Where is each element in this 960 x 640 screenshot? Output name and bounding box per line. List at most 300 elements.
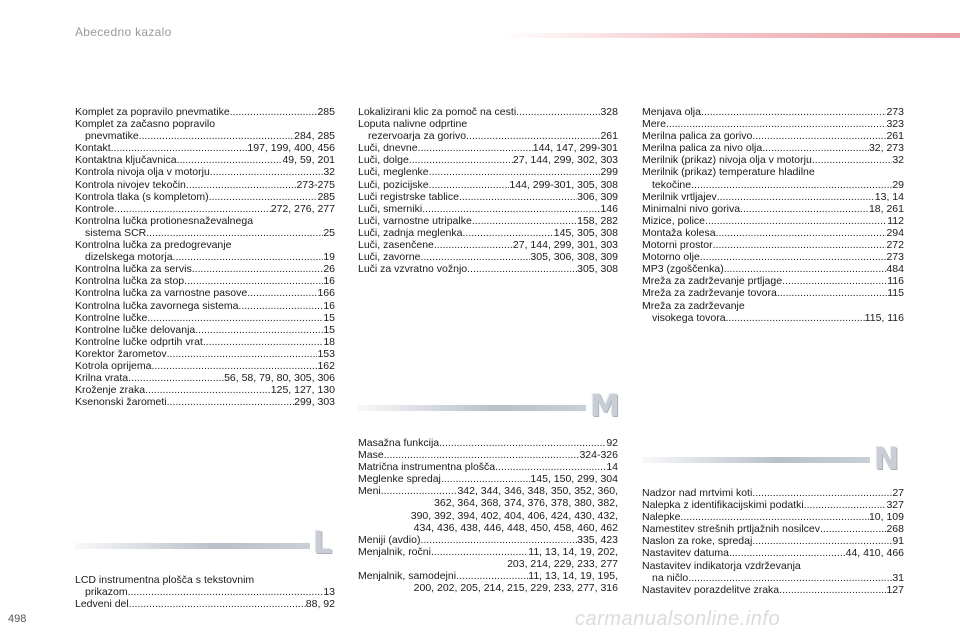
index-term: Lokalizirani klic za pomoč na cesti (358, 106, 517, 118)
watermark: carmanualsonline.info (575, 608, 781, 630)
index-entry (642, 584, 904, 596)
index-entry (358, 239, 618, 251)
index-term: Mase (358, 449, 384, 462)
page-reference: 273-275 (296, 178, 335, 191)
index-entry (75, 263, 335, 275)
index-term: Ledveni del (75, 598, 129, 611)
index-entry-term (358, 118, 618, 130)
leader-dots (495, 461, 606, 473)
index-term-continued: na ničlo (652, 571, 689, 584)
page-reference: 327 (886, 499, 904, 512)
page-reference: 10, 109 (868, 511, 904, 524)
index-term: Merilna palica za nivo olja (642, 142, 763, 155)
index-term: Nastavitev indikatorja vzdrževanja (642, 559, 801, 572)
page-number: 498 (8, 613, 27, 625)
page-reference: 16 (323, 299, 335, 312)
page-reference: 162 (317, 359, 335, 372)
index-entry-line (358, 191, 618, 203)
leader-dots (167, 348, 318, 360)
leader-dots (230, 106, 318, 118)
index-entry-line (358, 130, 618, 142)
index-entry-line (75, 372, 335, 384)
index-entry-line (358, 461, 618, 473)
page-reference: 13, 14 (874, 190, 904, 203)
index-entry-line (75, 179, 335, 191)
page-reference: 285 (317, 190, 335, 203)
page-reference: 285 (317, 106, 335, 118)
page-reference: 88, 92 (305, 598, 335, 611)
page-reference: 328 (600, 106, 618, 118)
index-entry (75, 275, 335, 287)
index-entry-term (75, 239, 335, 251)
index-entry (642, 560, 904, 584)
leader-dots (429, 166, 601, 178)
index-entry-line (75, 106, 335, 118)
page-reference: 166 (317, 287, 335, 300)
page-reference: 306, 309 (577, 190, 618, 203)
leader-dots (167, 396, 295, 408)
page-reference-continued: 434, 436, 438, 446, 448, 450, 458, 460, 462 (413, 521, 618, 534)
index-entry-term (642, 300, 904, 312)
index-term: Masažna funkcija (358, 437, 440, 449)
index-term: Luči, meglenke (358, 166, 429, 179)
page-reference: 145, 150, 299, 304 (530, 473, 618, 486)
leader-dots (812, 154, 893, 166)
index-entry-line (642, 239, 904, 251)
leader-dots (147, 312, 323, 324)
leader-dots (177, 154, 283, 166)
leader-dots (184, 275, 323, 287)
index-section-l (75, 574, 335, 610)
leader-dots (713, 239, 887, 251)
index-entry-line (358, 106, 618, 118)
index-term: Meglenke spredaj (358, 473, 441, 486)
index-entry (75, 287, 335, 299)
page-reference: 273 (886, 106, 904, 118)
index-entry (75, 166, 335, 178)
index-entry-line (642, 118, 904, 130)
page-reference-continued: 203, 214, 229, 233, 277 (507, 557, 618, 570)
index-entry-line (75, 275, 335, 287)
page-reference: 305, 308 (577, 263, 618, 276)
index-entry-line (642, 191, 904, 203)
index-entry-line (358, 570, 618, 582)
index-term: Mreža za zadrževanje (642, 299, 745, 312)
index-entry (642, 203, 904, 215)
page-reference: 115 (887, 287, 904, 300)
page-reference: 44, 410, 466 (845, 547, 904, 560)
leader-dots (129, 598, 306, 610)
index-term-continued: dizelskega motorja (85, 251, 173, 264)
page-reference: 15 (323, 311, 335, 324)
page-reference: 112 (887, 214, 904, 227)
index-entry (75, 324, 335, 336)
section-letter-l: L (313, 526, 333, 561)
leader-dots (700, 251, 887, 263)
leader-dots (779, 584, 886, 596)
leader-dots (173, 251, 324, 263)
page-reference: 14 (606, 461, 618, 474)
index-term-continued: pnevmatike (85, 130, 139, 143)
index-entry (358, 142, 618, 154)
index-term: MP3 (zgoščenka) (642, 263, 724, 276)
index-entry (75, 372, 335, 384)
leader-dots (462, 227, 553, 239)
page-reference: 299, 303 (294, 396, 335, 409)
page-reference: 342, 344, 346, 348, 350, 352, 360, (457, 485, 618, 498)
index-term-continued: prikazom (85, 586, 128, 599)
index-entry (642, 106, 904, 118)
leader-dots (466, 130, 600, 142)
index-entry-line (642, 215, 904, 227)
leader-dots (409, 154, 513, 166)
index-entry-term (75, 215, 335, 227)
index-entry (358, 485, 618, 533)
leader-dots (472, 215, 577, 227)
index-entry (75, 106, 335, 118)
leader-dots (456, 570, 528, 582)
index-entry-line (642, 523, 904, 535)
index-entry-line (75, 287, 335, 299)
index-term: LCD instrumentna plošča s tekstovnim (75, 574, 255, 586)
index-entry (642, 487, 904, 499)
index-entry-line (642, 572, 904, 584)
leader-dots (209, 191, 318, 203)
leader-dots (128, 586, 324, 598)
leader-dots (418, 142, 533, 154)
page-reference: 272 (886, 239, 904, 252)
index-term: Mere (642, 118, 666, 131)
page-reference: 305, 306, 308, 309 (530, 251, 618, 264)
index-term: Kontaktna ključavnica (75, 154, 177, 167)
index-entry (642, 523, 904, 535)
index-entry (642, 118, 904, 130)
index-entry (642, 130, 904, 142)
index-term: Motorni prostor (642, 239, 713, 252)
index-term-continued: visokega tovora (652, 311, 726, 324)
index-term: Luči, smerniki (358, 202, 423, 215)
page-reference: 18 (323, 335, 335, 348)
index-entry-line (642, 547, 904, 559)
page-reference: 284, 285 (294, 130, 335, 143)
leader-dots (238, 300, 323, 312)
leader-dots (145, 384, 271, 396)
index-entry-line (642, 499, 904, 511)
index-term: Merilnik vrtljajev (642, 190, 717, 203)
index-entry-line (358, 437, 618, 449)
index-entry (358, 215, 618, 227)
index-term: Minimalni nivo goriva (642, 202, 741, 215)
index-term-continued: sistema SCR (85, 226, 147, 239)
index-entry (642, 263, 904, 275)
index-entry-line (642, 251, 904, 263)
index-entry (358, 106, 618, 118)
index-term-continued: rezervoarja za gorivo (368, 130, 467, 143)
index-term: Kontrolna lučka za varnostne pasove (75, 287, 248, 300)
index-entry-line (358, 449, 618, 461)
index-entry-term (75, 574, 335, 586)
page-reference: 144, 147, 299-301 (532, 142, 618, 155)
leader-dots (726, 312, 865, 324)
index-entry (358, 154, 618, 166)
page-reference: 294 (886, 226, 904, 239)
index-entry-line (642, 511, 904, 523)
index-term: Komplet za začasno popravilo (75, 118, 216, 131)
index-entry-line (358, 215, 618, 227)
index-term: Mreža za zadrževanje prtljage (642, 275, 783, 288)
index-entry (75, 239, 335, 263)
index-term: Ksenonski žarometi (75, 396, 167, 409)
index-entry (358, 546, 618, 570)
index-term: Luči registrske tablice (358, 190, 459, 203)
index-entry-line (358, 251, 618, 263)
index-entry (75, 191, 335, 203)
index-entry-line (75, 251, 335, 263)
leader-dots (820, 523, 886, 535)
index-term: Kontrolne lučke delovanja (75, 323, 196, 336)
page-title: Abecedno kazalo (75, 25, 172, 39)
index-entry (358, 251, 618, 263)
index-entry (642, 251, 904, 263)
index-entry-line (75, 384, 335, 396)
index-term: Luči, dnevne (358, 142, 418, 155)
index-entry (75, 574, 335, 598)
page-reference: 335, 423 (577, 533, 618, 546)
index-term: Luči, zadnja meglenka (358, 226, 463, 239)
index-term: Kontrolne lučke odprtih vrat (75, 335, 203, 348)
index-term: Nalepka z identifikacijskimi podatki (642, 499, 804, 512)
index-term: Kotrola oprijema (75, 359, 152, 372)
page-reference: 29 (892, 178, 904, 191)
page-reference-continued: 200, 202, 205, 214, 215, 229, 233, 277, 316 (413, 582, 618, 595)
page-reference: 273 (886, 251, 904, 264)
index-entry (358, 191, 618, 203)
index-entry (642, 239, 904, 251)
page-reference: 127 (886, 583, 904, 596)
index-entry-line (358, 203, 618, 215)
leader-dots (701, 106, 887, 118)
index-entry-line (642, 287, 904, 299)
index-term: Mreža za zadrževanje tovora (642, 287, 777, 300)
index-term: Kontrolne lučke (75, 311, 148, 324)
leader-dots (420, 251, 530, 263)
index-term: Mizice, police (642, 214, 706, 227)
leader-dots (186, 179, 297, 191)
index-entry-line (75, 336, 335, 348)
index-entry-term (75, 118, 335, 130)
page-reference: 115, 116 (864, 311, 904, 324)
page-reference: 268 (886, 523, 904, 536)
page-reference: 19 (323, 251, 335, 264)
index-term: Loputa nalivne odprtine (358, 118, 468, 131)
leader-dots (681, 511, 869, 523)
leader-dots (752, 487, 892, 499)
index-term: Menjava olja (642, 106, 701, 118)
index-entry (642, 300, 904, 324)
leader-dots (151, 360, 317, 372)
index-entry-line (75, 142, 335, 154)
page-reference: 324-326 (579, 449, 618, 462)
index-entry-line (358, 142, 618, 154)
leader-dots (439, 437, 606, 449)
leader-dots (420, 534, 577, 546)
index-term: Nastavitev porazdelitve zraka (642, 583, 780, 596)
index-entry-line (75, 598, 335, 610)
index-entry-line (642, 179, 904, 191)
page-reference: 272, 276, 277 (270, 202, 335, 215)
page-reference: 116 (887, 275, 904, 288)
page-reference: 146 (600, 202, 618, 215)
index-entry-line (642, 203, 904, 215)
page-reference-continued: 362, 364, 368, 374, 376, 378, 380, 382, (434, 497, 618, 510)
index-term: Krilna vrata (75, 372, 129, 385)
index-column-k (75, 106, 335, 408)
index-entry (75, 336, 335, 348)
page-reference: 27 (892, 487, 904, 499)
index-term: Kontrolna lučka zavornega sistema (75, 299, 239, 312)
index-column-l (358, 106, 618, 275)
page-reference: 144, 299-301, 305, 308 (509, 178, 618, 191)
index-entry (358, 473, 618, 485)
page-reference: 25 (323, 226, 335, 239)
index-entry-line (642, 275, 904, 287)
leader-dots (247, 287, 317, 299)
index-entry (358, 534, 618, 546)
index-entry (75, 348, 335, 360)
index-entry-line (642, 106, 904, 118)
page-reference: 197, 199, 400, 456 (247, 142, 335, 155)
index-entry-line (642, 263, 904, 275)
index-entry (642, 511, 904, 523)
leader-dots (422, 203, 600, 215)
page-reference: 11, 13, 14, 19, 202, (528, 545, 618, 558)
index-entry (358, 263, 618, 275)
index-term: Kontrola nivoja olja v motorju (75, 166, 210, 179)
index-entry-line (642, 535, 904, 547)
index-term: Korektor žarometov (75, 347, 167, 360)
index-entry (358, 118, 618, 142)
leader-dots (111, 142, 248, 154)
index-entry-line (75, 263, 335, 275)
leader-dots (729, 547, 846, 559)
leader-dots (128, 372, 224, 384)
page-reference: 11, 13, 14, 19, 195, (528, 570, 618, 583)
index-term: Kontrolna lučka za servis (75, 263, 192, 276)
index-entry-line (358, 179, 618, 191)
section-letter-n: N (874, 442, 900, 477)
index-entry (75, 142, 335, 154)
index-entry (358, 227, 618, 239)
index-term: Luči, pozicijske (358, 178, 429, 191)
index-entry-line (75, 586, 335, 598)
page-reference: 125, 127, 130 (270, 384, 335, 397)
leader-dots (139, 130, 294, 142)
index-entry (642, 154, 904, 166)
page-reference: 56, 58, 79, 80, 305, 306 (224, 372, 335, 385)
index-entry (358, 461, 618, 473)
leader-dots (203, 336, 323, 348)
index-entry-line (358, 546, 618, 558)
index-entry (642, 227, 904, 239)
leader-dots (429, 179, 510, 191)
index-term: Nastavitev datuma (642, 547, 729, 560)
index-term: Merilnik (prikaz) nivoja olja v motorju (642, 154, 812, 167)
index-term: Merilna palica za gorivo (642, 130, 753, 143)
index-entry (642, 142, 904, 154)
leader-dots (459, 191, 577, 203)
leader-dots (716, 227, 887, 239)
page-reference: 261 (886, 130, 904, 143)
index-entry (642, 215, 904, 227)
leader-dots (192, 263, 324, 275)
index-term: Meniji (avdio) (358, 533, 421, 546)
index-entry-line (642, 312, 904, 324)
index-term: Motorno olje (642, 251, 700, 264)
leader-dots (384, 449, 580, 461)
index-term-continued: tekočine (652, 178, 692, 191)
index-entry-line (642, 142, 904, 154)
leader-dots (724, 263, 887, 275)
index-entry-line (358, 227, 618, 239)
page-reference: 16 (323, 275, 335, 288)
index-term: Komplet za popravilo pnevmatike (75, 106, 230, 118)
leader-dots (441, 473, 531, 485)
page-reference: 18, 261 (868, 202, 904, 215)
index-entry-line (642, 487, 904, 499)
index-entry (75, 215, 335, 239)
index-term: Luči, zasenčene (358, 239, 434, 252)
index-entry (75, 360, 335, 372)
leader-dots (782, 275, 887, 287)
index-term: Matrična instrumentna plošča (358, 461, 496, 474)
index-entry (642, 191, 904, 203)
index-term: Kontrolna lučka za predogrevanje (75, 239, 232, 252)
index-entry-line (75, 203, 335, 215)
index-term: Kroženje zraka (75, 384, 146, 397)
index-entry-line (75, 154, 335, 166)
leader-dots (516, 106, 600, 118)
index-entry-line (75, 166, 335, 178)
index-section-m (358, 437, 618, 594)
index-entry (75, 203, 335, 215)
section-divider-n (642, 457, 870, 463)
index-entry-term (642, 560, 904, 572)
leader-dots (146, 227, 323, 239)
index-entry (75, 118, 335, 142)
leader-dots (717, 191, 875, 203)
page-reference: 32, 273 (868, 142, 904, 155)
leader-dots (434, 239, 513, 251)
index-entry (358, 437, 618, 449)
index-term: Luči za vzvratno vožnjo (358, 263, 468, 276)
index-section-n (642, 487, 904, 596)
page-reference: 32 (892, 154, 904, 167)
index-term: Kontrola nivojev tekočin (75, 178, 186, 191)
index-term: Menjalnik, ročni (358, 545, 431, 558)
index-term: Montaža kolesa (642, 226, 716, 239)
index-entry (75, 396, 335, 408)
index-term: Naslon za roke, spredaj (642, 535, 753, 548)
index-entry (75, 312, 335, 324)
index-entry (642, 166, 904, 190)
index-term: Luči, zavorne (358, 251, 421, 264)
index-entry-line (75, 191, 335, 203)
index-term: Menjalnik, samodejni (358, 570, 457, 583)
index-entry-line (358, 485, 618, 497)
index-entry-line (358, 154, 618, 166)
index-entry-line (642, 130, 904, 142)
index-entry-line (358, 534, 618, 546)
